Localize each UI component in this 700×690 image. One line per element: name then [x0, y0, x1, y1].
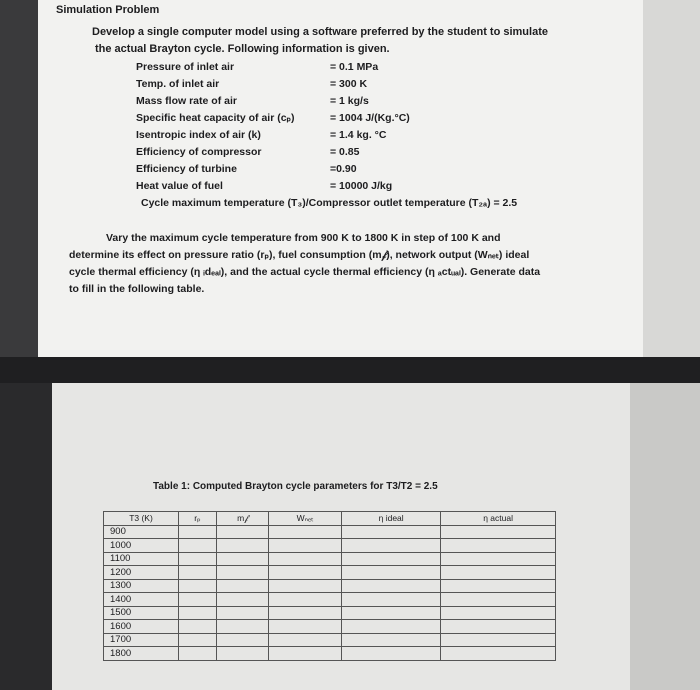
header-net-work: Wₙₑₜ: [269, 512, 342, 526]
empty-cell: [216, 552, 268, 566]
task-line-2: determine its effect on pressure ratio (rₚ), fuel consumption (m𝒻), network output (Wₙₑₜ) ideal: [69, 249, 530, 261]
empty-cell: [269, 606, 342, 620]
empty-cell: [441, 647, 556, 661]
param-value: = 1004 J/(Kg.°C): [330, 112, 410, 124]
param-value: = 300 K: [330, 78, 368, 90]
brayton-parameters-table: [103, 511, 556, 661]
intro-line-1: Develop a single computer model using a software preferred by the student to simulate: [92, 26, 548, 38]
empty-cell: [216, 566, 268, 580]
param-value: = 1.4 kg. °C: [330, 129, 387, 141]
empty-cell: [269, 620, 342, 634]
table-caption: Table 1: Computed Brayton cycle parameters for T3/T2 = 2.5: [153, 481, 438, 492]
empty-cell: [179, 552, 217, 566]
t3-cell: 1400: [104, 593, 179, 607]
table-row: [104, 552, 556, 566]
param-label: Efficiency of compressor: [136, 146, 262, 158]
header-eta-actual: η actual: [441, 512, 556, 526]
empty-cell: [269, 593, 342, 607]
empty-cell: [216, 633, 268, 647]
empty-cell: [216, 593, 268, 607]
empty-cell: [269, 539, 342, 553]
empty-cell: [216, 647, 268, 661]
empty-cell: [269, 647, 342, 661]
t3-cell: 1100: [104, 552, 179, 566]
empty-cell: [179, 579, 217, 593]
param-label: Isentropic index of air (k): [136, 129, 261, 141]
param-label: Heat value of fuel: [136, 180, 223, 192]
header-fuel-consumption: m𝒻: [216, 512, 268, 526]
empty-cell: [179, 633, 217, 647]
param-label: Specific heat capacity of air (cₚ): [136, 112, 295, 124]
param-value: = 10000 J/kg: [330, 180, 393, 192]
empty-cell: [441, 566, 556, 580]
empty-cell: [179, 647, 217, 661]
table-row: [104, 593, 556, 607]
param-label: Temp. of inlet air: [136, 78, 220, 90]
param-value: =0.90: [330, 163, 357, 175]
empty-cell: [441, 593, 556, 607]
table-header-row: [104, 512, 556, 526]
empty-cell: [179, 539, 217, 553]
empty-cell: [216, 525, 268, 539]
table-row: [104, 579, 556, 593]
param-value: = 1 kg/s: [330, 95, 369, 107]
background-left-edge: [0, 0, 38, 357]
empty-cell: [179, 606, 217, 620]
temperature-ratio-line: Cycle maximum temperature (T₃)/Compressor outlet temperature (T₂ₐ) = 2.5: [141, 197, 518, 209]
page-gap: [0, 357, 700, 383]
param-label: Efficiency of turbine: [136, 163, 237, 175]
t3-cell: 1300: [104, 579, 179, 593]
table-row: [104, 633, 556, 647]
task-line-4: to fill in the following table.: [69, 283, 205, 295]
empty-cell: [269, 566, 342, 580]
table-row: [104, 620, 556, 634]
empty-cell: [342, 647, 441, 661]
header-t3: T3 (K): [104, 512, 179, 526]
t3-cell: 1600: [104, 620, 179, 634]
document-title: Simulation Problem: [56, 4, 160, 16]
t3-cell: 900: [104, 525, 179, 539]
empty-cell: [441, 539, 556, 553]
empty-cell: [179, 566, 217, 580]
t3-cell: 1800: [104, 647, 179, 661]
empty-cell: [342, 579, 441, 593]
empty-cell: [342, 525, 441, 539]
intro-line-2: the actual Brayton cycle. Following information is given.: [95, 43, 390, 55]
param-label: Pressure of inlet air: [136, 61, 235, 73]
empty-cell: [342, 633, 441, 647]
task-line-3: cycle thermal efficiency (η ᵢdₑₐₗ), and the actual cycle thermal efficiency (η ₐctᵤₐₗ). Generate data: [69, 266, 541, 278]
table-row: [104, 606, 556, 620]
header-pressure-ratio: rₚ: [179, 512, 217, 526]
empty-cell: [441, 633, 556, 647]
table-row: [104, 539, 556, 553]
empty-cell: [269, 579, 342, 593]
empty-cell: [342, 620, 441, 634]
table-row: [104, 525, 556, 539]
empty-cell: [269, 552, 342, 566]
empty-cell: [216, 579, 268, 593]
empty-cell: [179, 525, 217, 539]
table-row: [104, 566, 556, 580]
param-value: = 0.1 MPa: [330, 61, 379, 73]
empty-cell: [179, 620, 217, 634]
empty-cell: [441, 620, 556, 634]
empty-cell: [269, 525, 342, 539]
t3-cell: 1000: [104, 539, 179, 553]
t3-cell: 1500: [104, 606, 179, 620]
empty-cell: [342, 606, 441, 620]
empty-cell: [342, 552, 441, 566]
background-bottom-right: [630, 383, 700, 690]
empty-cell: [216, 606, 268, 620]
empty-cell: [441, 606, 556, 620]
param-label: Mass flow rate of air: [136, 95, 237, 107]
empty-cell: [216, 539, 268, 553]
t3-cell: 1200: [104, 566, 179, 580]
empty-cell: [179, 593, 217, 607]
empty-cell: [441, 525, 556, 539]
empty-cell: [441, 579, 556, 593]
table-row: [104, 647, 556, 661]
background-right-edge: [643, 0, 700, 357]
header-eta-ideal: η ideal: [342, 512, 441, 526]
empty-cell: [342, 593, 441, 607]
t3-cell: 1700: [104, 633, 179, 647]
empty-cell: [342, 539, 441, 553]
param-value: = 0.85: [330, 146, 360, 158]
task-line-1: Vary the maximum cycle temperature from 900 K to 1800 K in step of 100 K and: [106, 232, 501, 244]
empty-cell: [342, 566, 441, 580]
empty-cell: [216, 620, 268, 634]
empty-cell: [269, 633, 342, 647]
empty-cell: [441, 552, 556, 566]
